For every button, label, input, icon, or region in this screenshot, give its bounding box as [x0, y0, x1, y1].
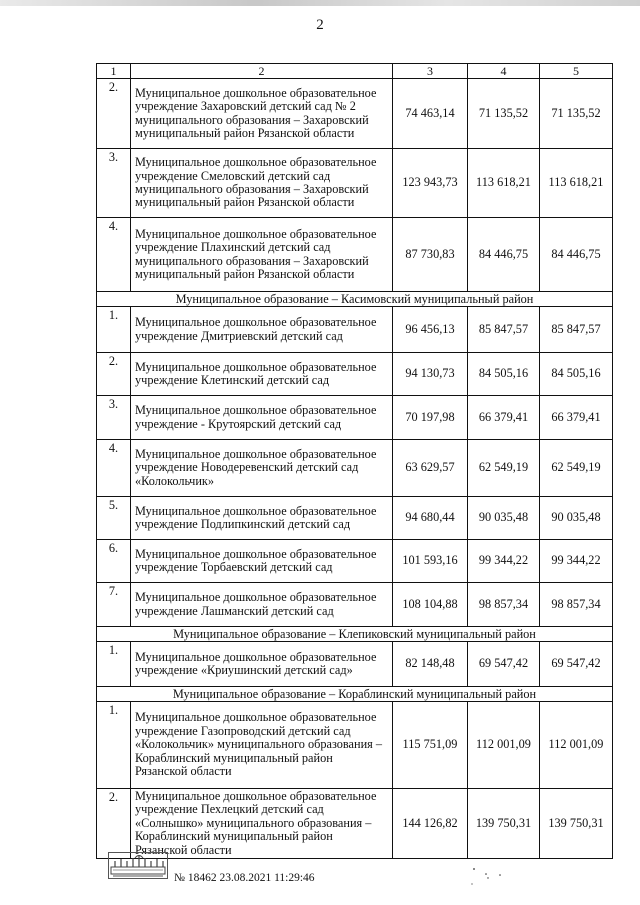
institution-name: Муниципальное дошкольное образовательное учреждение «Криушинский детский сад»	[131, 642, 393, 687]
value-column-4: 62 549,19	[468, 440, 540, 497]
section-header-row	[97, 292, 613, 307]
document-registration-id: № 18462 23.08.2021 11:29:46	[174, 872, 315, 884]
table-row	[97, 583, 613, 627]
table-row	[97, 218, 613, 292]
row-number: 5.	[97, 497, 131, 540]
institution-name: Муниципальное дошкольное образовательное учреждение Захаровский детский сад № 2 муниципального образования – Захаровский муниципальный район Рязанской области	[131, 79, 393, 149]
value-column-4: 66 379,41	[468, 396, 540, 440]
value-column-3: 70 197,98	[393, 396, 468, 440]
table-row	[97, 79, 613, 149]
table-row	[97, 307, 613, 353]
section-header-row	[97, 627, 613, 642]
value-column-3: 144 126,82	[393, 789, 468, 859]
value-column-5: 84 446,75	[540, 218, 613, 292]
row-number: 6.	[97, 540, 131, 583]
value-column-3: 94 680,44	[393, 497, 468, 540]
row-number: 4.	[97, 440, 131, 497]
value-column-5: 62 549,19	[540, 440, 613, 497]
registry-stamp-logo	[108, 852, 168, 879]
value-column-4: 71 135,52	[468, 79, 540, 149]
value-column-4: 99 344,22	[468, 540, 540, 583]
scan-edge-artifact	[0, 0, 640, 6]
value-column-3: 63 629,57	[393, 440, 468, 497]
section-title: Муниципальное образование – Кораблинский муниципальный район	[97, 687, 613, 702]
value-column-4: 90 035,48	[468, 497, 540, 540]
value-column-5: 84 505,16	[540, 353, 613, 396]
column-header: 2	[131, 64, 393, 79]
value-column-3: 108 104,88	[393, 583, 468, 627]
institution-name: Муниципальное дошкольное образовательное учреждение Клетинский детский сад	[131, 353, 393, 396]
institution-name: Муниципальное дошкольное образовательное учреждение Плахинский детский сад муниципального образования – Захаровский муниципальный район Рязанской области	[131, 218, 393, 292]
institution-name: Муниципальное дошкольное образовательное учреждение Дмитриевский детский сад	[131, 307, 393, 353]
value-column-5: 113 618,21	[540, 149, 613, 218]
value-column-3: 123 943,73	[393, 149, 468, 218]
section-header-row	[97, 687, 613, 702]
value-column-3: 101 593,16	[393, 540, 468, 583]
value-column-3: 94 130,73	[393, 353, 468, 396]
institution-name: Муниципальное дошкольное образовательное учреждение Подлипкинский детский сад	[131, 497, 393, 540]
table-row	[97, 440, 613, 497]
value-column-3: 82 148,48	[393, 642, 468, 687]
value-column-5: 98 857,34	[540, 583, 613, 627]
table-row	[97, 540, 613, 583]
table-row	[97, 149, 613, 218]
table-row	[97, 353, 613, 396]
table-row	[97, 789, 613, 859]
value-column-5: 71 135,52	[540, 79, 613, 149]
value-column-4: 139 750,31	[468, 789, 540, 859]
row-number: 2.	[97, 79, 131, 149]
table-header-row	[97, 64, 613, 79]
row-number: 1.	[97, 642, 131, 687]
row-number: 4.	[97, 218, 131, 292]
value-column-5: 66 379,41	[540, 396, 613, 440]
value-column-5: 112 001,09	[540, 702, 613, 789]
value-column-5: 85 847,57	[540, 307, 613, 353]
scan-specks	[468, 866, 508, 886]
column-header: 1	[97, 64, 131, 79]
funding-table	[96, 63, 613, 859]
value-column-4: 85 847,57	[468, 307, 540, 353]
column-header: 4	[468, 64, 540, 79]
value-column-4: 113 618,21	[468, 149, 540, 218]
value-column-4: 98 857,34	[468, 583, 540, 627]
row-number: 7.	[97, 583, 131, 627]
institution-name: Муниципальное дошкольное образовательное учреждение Новодеревенский детский сад «Колокольчик»	[131, 440, 393, 497]
value-column-3: 96 456,13	[393, 307, 468, 353]
column-header: 5	[540, 64, 613, 79]
institution-name: Муниципальное дошкольное образовательное учреждение Газопроводский детский сад «Колокольчик» муниципального образования – Кораблинский муниципальный район Рязанской области	[131, 702, 393, 789]
section-title: Муниципальное образование – Касимовский муниципальный район	[97, 292, 613, 307]
row-number: 3.	[97, 396, 131, 440]
table-row	[97, 702, 613, 789]
table-row	[97, 396, 613, 440]
row-number: 1.	[97, 702, 131, 789]
footer-logo	[108, 852, 168, 879]
value-column-4: 69 547,42	[468, 642, 540, 687]
value-column-5: 99 344,22	[540, 540, 613, 583]
value-column-4: 84 505,16	[468, 353, 540, 396]
institution-name: Муниципальное дошкольное образовательное учреждение Торбаевский детский сад	[131, 540, 393, 583]
value-column-3: 87 730,83	[393, 218, 468, 292]
section-title: Муниципальное образование – Клепиковский муниципальный район	[97, 627, 613, 642]
institution-name: Муниципальное дошкольное образовательное учреждение - Крутоярский детский сад	[131, 396, 393, 440]
table-row	[97, 497, 613, 540]
row-number: 2.	[97, 353, 131, 396]
row-number: 1.	[97, 307, 131, 353]
institution-name: Муниципальное дошкольное образовательное учреждение Пехлецкий детский сад «Солнышко» муниципального образования – Кораблинский муниципальный район Рязанской области	[131, 789, 393, 859]
page-number: 2	[316, 17, 324, 33]
table-row	[97, 642, 613, 687]
value-column-5: 90 035,48	[540, 497, 613, 540]
column-header: 3	[393, 64, 468, 79]
value-column-4: 84 446,75	[468, 218, 540, 292]
institution-name: Муниципальное дошкольное образовательное учреждение Смеловский детский сад муниципального образования – Захаровский муниципальный район Рязанской области	[131, 149, 393, 218]
row-number: 2.	[97, 789, 131, 859]
value-column-3: 74 463,14	[393, 79, 468, 149]
institution-name: Муниципальное дошкольное образовательное учреждение Лашманский детский сад	[131, 583, 393, 627]
value-column-3: 115 751,09	[393, 702, 468, 789]
value-column-4: 112 001,09	[468, 702, 540, 789]
row-number: 3.	[97, 149, 131, 218]
value-column-5: 139 750,31	[540, 789, 613, 859]
value-column-5: 69 547,42	[540, 642, 613, 687]
